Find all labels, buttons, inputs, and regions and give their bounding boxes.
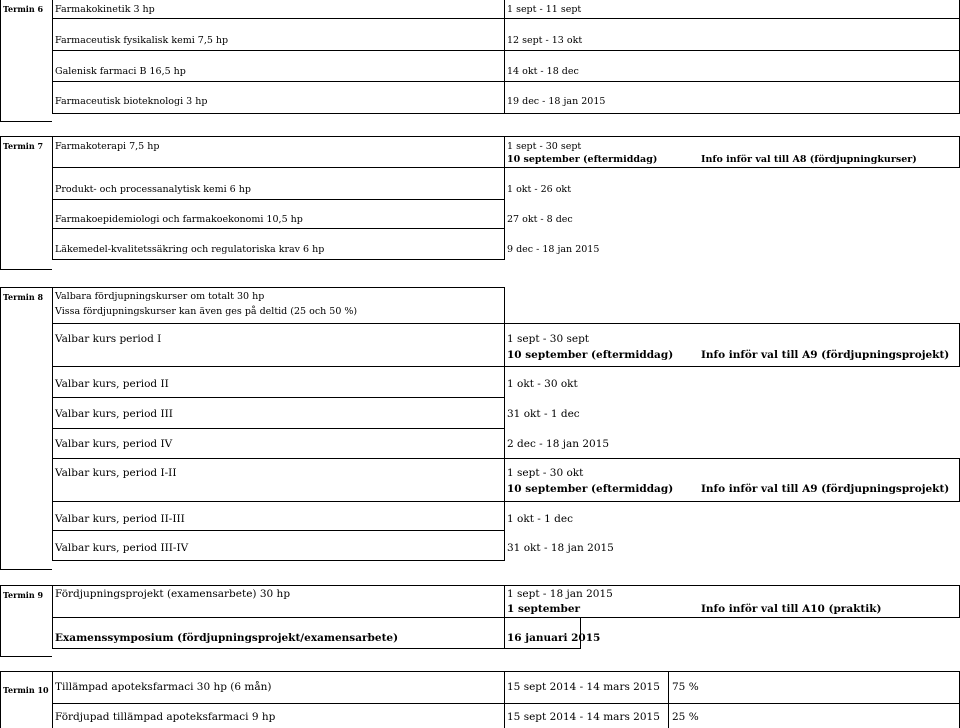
course-name: Valbar kurs, period III-IV bbox=[55, 542, 189, 554]
course-date: 15 sept 2014 - 14 mars 2015 bbox=[507, 681, 660, 693]
course-name: Farmakoterapi 7,5 hp bbox=[55, 141, 160, 152]
course-name: Farmakoepidemiologi och farmakoekonomi 10,5 hp bbox=[55, 214, 303, 225]
course-name: Valbar kurs period I bbox=[55, 333, 162, 345]
course-name: Läkemedel-kvalitetssäkring och regulatoriska krav 6 hp bbox=[55, 244, 325, 255]
course-date: 16 januari 2015 bbox=[507, 632, 601, 644]
course-date: 19 dec - 18 jan 2015 bbox=[507, 96, 606, 107]
course-name: Fördjupningsprojekt (examensarbete) 30 hp bbox=[55, 588, 291, 600]
info-date: 10 september (eftermiddag) bbox=[507, 349, 674, 361]
term-label: Termin 10 bbox=[3, 685, 49, 695]
course-date: 1 sept - 30 sept bbox=[507, 333, 590, 345]
course-name: Farmakokinetik 3 hp bbox=[55, 4, 155, 15]
info-date: 10 september (eftermiddag) bbox=[507, 154, 658, 165]
course-name: Produkt- och processanalytisk kemi 6 hp bbox=[55, 184, 251, 195]
info-text: Info inför val till A10 (praktik) bbox=[701, 603, 882, 615]
info-text: Info inför val till A9 (fördjupningsprojekt) bbox=[701, 483, 950, 495]
course-date: 12 sept - 13 okt bbox=[507, 35, 583, 46]
course-date: 1 okt - 26 okt bbox=[507, 184, 572, 195]
course-name: Farmaceutisk bioteknologi 3 hp bbox=[55, 96, 208, 107]
term-label: Termin 8 bbox=[3, 292, 44, 302]
info-date: 10 september (eftermiddag) bbox=[507, 483, 674, 495]
course-name: Tillämpad apoteksfarmaci 30 hp (6 mån) bbox=[55, 681, 272, 693]
course-name: Valbar kurs, period III bbox=[55, 408, 173, 420]
course-name: Examenssymposium (fördjupningsprojekt/examensarbete) bbox=[55, 632, 399, 644]
info-text: Info inför val till A8 (fördjupningkurser) bbox=[701, 154, 917, 165]
course-date: 1 sept - 30 sept bbox=[507, 141, 582, 152]
course-name: Valbara fördjupningskurser om totalt 30 hp bbox=[55, 291, 265, 302]
term-label: Termin 6 bbox=[3, 4, 44, 14]
term-label: Termin 7 bbox=[3, 141, 44, 151]
course-date: 1 sept - 30 okt bbox=[507, 467, 584, 479]
course-date: 31 okt - 1 dec bbox=[507, 408, 580, 420]
course-date: 1 sept - 18 jan 2015 bbox=[507, 588, 613, 600]
info-date: 1 september bbox=[507, 603, 581, 615]
course-name: Fördjupad tillämpad apoteksfarmaci 9 hp bbox=[55, 711, 276, 723]
course-name: Farmaceutisk fysikalisk kemi 7,5 hp bbox=[55, 35, 229, 46]
term-label: Termin 9 bbox=[3, 590, 44, 600]
course-date: 15 sept 2014 - 14 mars 2015 bbox=[507, 711, 660, 723]
course-name: Valbar kurs, period II-III bbox=[55, 513, 185, 525]
course-date: 2 dec - 18 jan 2015 bbox=[507, 438, 610, 450]
course-date: 31 okt - 18 jan 2015 bbox=[507, 542, 614, 554]
info-text: Info inför val till A9 (fördjupningsprojekt) bbox=[701, 349, 950, 361]
course-date: 9 dec - 18 jan 2015 bbox=[507, 244, 600, 255]
course-share: 75 % bbox=[672, 681, 699, 693]
course-name: Valbar kurs, period I-II bbox=[55, 467, 177, 479]
course-date: 1 okt - 30 okt bbox=[507, 378, 578, 390]
course-name: Vissa fördjupningskurser kan även ges på deltid (25 och 50 %) bbox=[55, 306, 358, 317]
course-date: 1 okt - 1 dec bbox=[507, 513, 573, 525]
course-date: 14 okt - 18 dec bbox=[507, 66, 579, 77]
course-name: Galenisk farmaci B 16,5 hp bbox=[55, 66, 186, 77]
course-name: Valbar kurs, period II bbox=[55, 378, 169, 390]
course-name: Valbar kurs, period IV bbox=[55, 438, 173, 450]
course-date: 1 sept - 11 sept bbox=[507, 4, 582, 15]
course-share: 25 % bbox=[672, 711, 699, 723]
course-date: 27 okt - 8 dec bbox=[507, 214, 573, 225]
